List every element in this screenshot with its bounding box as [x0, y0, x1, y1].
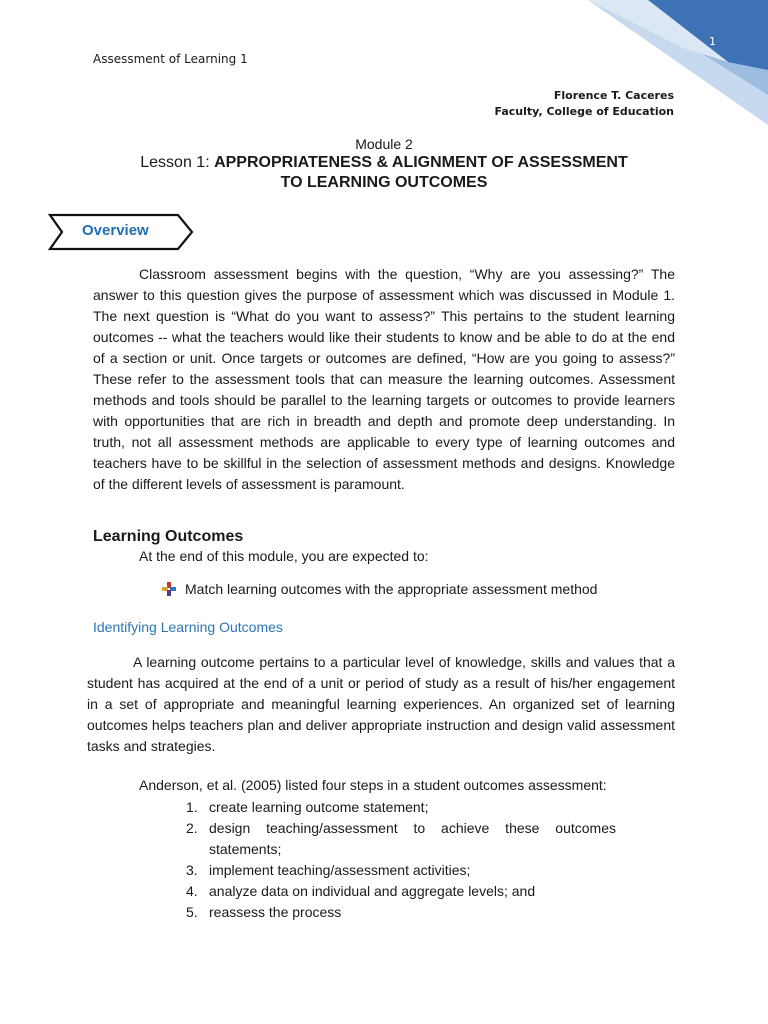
outcome-bullet-item: [162, 581, 597, 597]
list-item: 5. reassess the process: [186, 904, 342, 920]
lesson-title: [0, 153, 768, 193]
identifying-paragraph: A learning outcome pertains to a particular level of knowledge, skills and values that a student has acquired at the end of a unit or period of study as a result of his/her engagement in a set of appropriate and meaningful learning experiences. An organized set of learning outcomes helps teachers plan and deliver appropriate instruction and design valid assessment tasks and strategies.: [87, 654, 675, 754]
list-item: 4. analyze data on individual and aggregate levels; and: [186, 883, 536, 899]
lesson-title-line2: TO LEARNING OUTCOMES: [280, 174, 488, 191]
module-label: Module 2: [355, 136, 413, 152]
identifying-outcomes-heading: Identifying Learning Outcomes: [93, 619, 283, 635]
course-header: Assessment of Learning 1: [93, 52, 248, 66]
page-number: 1: [709, 35, 716, 48]
learning-outcomes-heading: Learning Outcomes: [93, 528, 244, 545]
overview-paragraph: Classroom assessment begins with the question, “Why are you assessing?” The answer to this question gives the purpose of assessment which was discussed in Module 1. The next question is “What do you want to assess?” This pertains to the student learning outcomes -- what the teachers would like their students to know and be able to do at the end of a section or unit. Once targets or outcomes are defined, “How are you going to assess?” These refer to the assessment tools that can measure the learning outcomes. Assessment methods and tools should be parallel to the learning targets or outcomes to provide learners with opportunities that are rich in breadth and depth and promote deep understanding. In truth, not all assessment methods are applicable to every type of learning outcomes and teachers have to be skillful in the selection of assessment methods and designs. Knowledge of the different levels of assessment is paramount.: [93, 266, 675, 492]
author-block: [494, 88, 674, 120]
lesson-prefix: Lesson 1:: [140, 154, 215, 171]
list-item: 1. create learning outcome statement;: [186, 799, 429, 815]
steps-intro: Anderson, et al. (2005) listed four steps in a student outcomes assessment:: [139, 777, 607, 793]
learning-outcomes-intro: At the end of this module, you are expected to:: [139, 548, 429, 564]
list-item: 2. design teaching/assessment to achieve these outcomes statements;: [186, 820, 616, 857]
list-item: 3. implement teaching/assessment activities;: [186, 862, 471, 878]
cross-bullet-icon: [162, 582, 176, 596]
lesson-title-line1: APPROPRIATENESS & ALIGNMENT OF ASSESSMENT: [214, 154, 628, 171]
author-name: Florence T. Caceres: [553, 89, 674, 102]
steps-list: [186, 797, 616, 923]
author-role: Faculty, College of Education: [494, 105, 674, 118]
overview-heading: Overview: [82, 222, 149, 239]
outcome-bullet-text: Match learning outcomes with the appropriate assessment method: [185, 581, 598, 597]
